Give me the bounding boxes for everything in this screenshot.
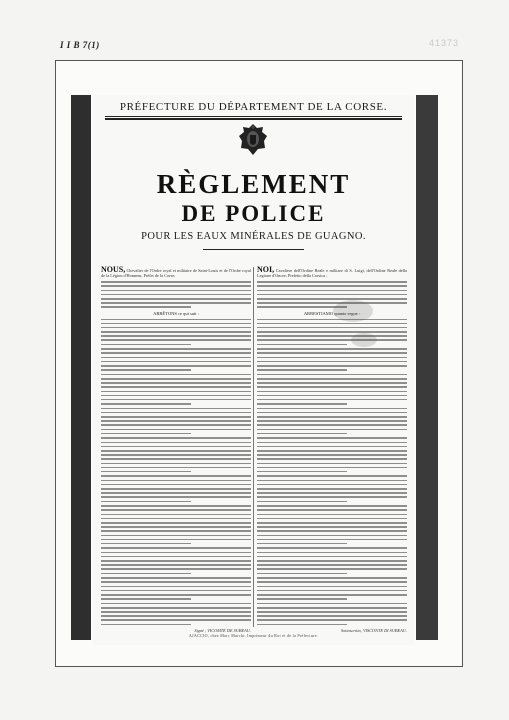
- column-divider: [253, 267, 254, 627]
- french-signature: Signé , VICOMTE DE SUBEAU.: [194, 627, 251, 633]
- coat-of-arms-emblem: [237, 123, 269, 157]
- ink-smudge: [333, 300, 373, 322]
- archive-reference-faint: 41373: [428, 38, 459, 48]
- italian-signature: Sottoscritto, VISCONTE DI SUBEAU.: [340, 627, 407, 633]
- printer-imprint: AJACCIO, chez Marc Marchi, Imprimeur du Roi et de la Préfecture.: [188, 633, 319, 638]
- archive-reference: I I B 7(1): [60, 40, 100, 50]
- french-lead-initial: NOUS,: [101, 265, 126, 274]
- heading-rule-thick: [105, 118, 402, 120]
- italian-lead-text: Cavaliere dell'Ordine Reale e militare di S. Luigi, dell'Ordine Reale della Legione d'Onore, Prefetto della Corsica ;: [257, 268, 408, 279]
- poster-subtitle: POUR LES EAUX MINÉRALES DE GUAGNO.: [141, 231, 366, 242]
- italian-text-column: [257, 265, 408, 633]
- french-articles-lines: [101, 319, 251, 626]
- italian-preamble-lines: [257, 281, 407, 308]
- italian-articles-lines: [257, 319, 407, 626]
- prefecture-heading: PRÉFECTURE DU DÉPARTEMENT DE LA CORSE.: [119, 101, 388, 113]
- poster-sheet: [93, 95, 414, 645]
- italian-arrete: ARRESTIAMO quanto segue :: [303, 310, 361, 316]
- french-lead: [101, 267, 251, 278]
- subtitle-rule: [203, 249, 304, 250]
- french-arrete: ARRÊTONS ce qui suit :: [153, 310, 199, 316]
- italian-lead-initial: NOI,: [257, 265, 275, 274]
- ink-smudge: [351, 333, 377, 347]
- french-preamble-lines: [101, 281, 251, 308]
- left-dark-band: [71, 95, 91, 640]
- right-dark-band: [416, 95, 438, 640]
- italian-lead: [257, 267, 407, 278]
- heading-rule: [105, 116, 402, 117]
- poster-title-line1: RÈGLEMENT: [156, 169, 351, 199]
- poster-title-line2: DE POLICE: [181, 201, 326, 226]
- french-text-column: [101, 265, 251, 633]
- french-lead-text: Chevalier de l'Ordre royal et militaire de Saint-Louis et de l'Ordre royal de la Légion d'Honneur, Préfet de la Corse;: [101, 268, 251, 279]
